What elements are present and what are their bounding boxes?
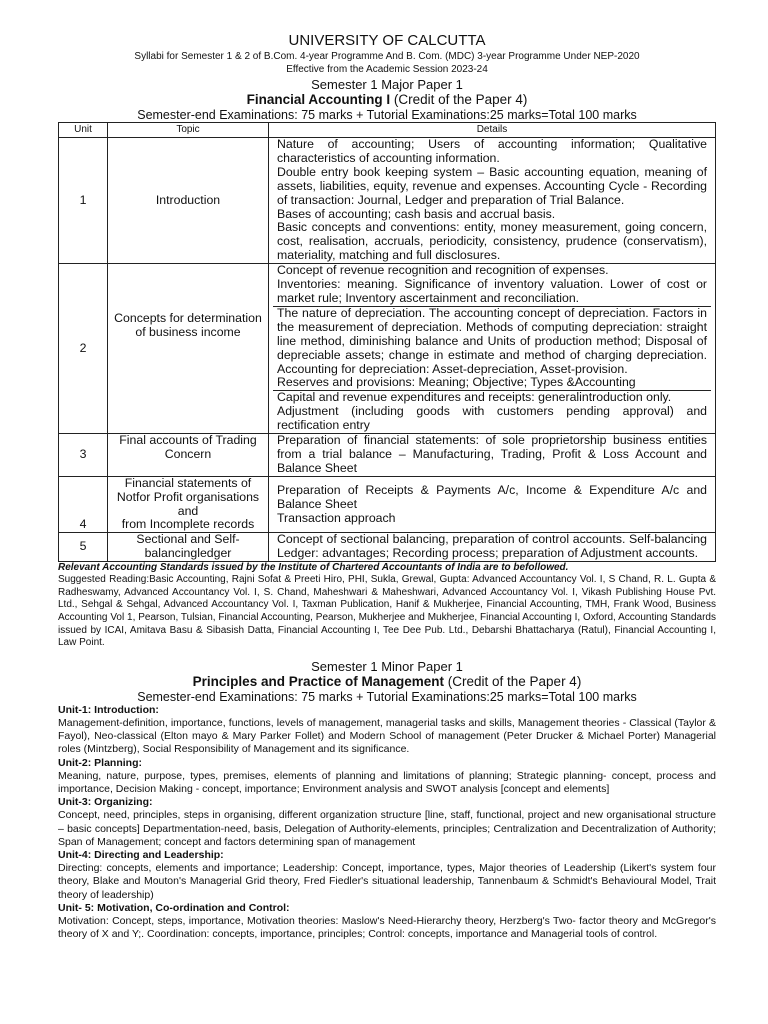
unit-heading: Unit-2: Planning: xyxy=(58,756,142,769)
details-line: Preparation of Receipts & Payments A/c, Income & Expenditure A/c and Balance Sheet xyxy=(277,482,707,511)
table-header-row xyxy=(59,123,716,138)
unit-number: 4 xyxy=(59,476,108,533)
details-line: Double entry book keeping system – Basic accounting equation, meaning of assets, liabilities, equity, revenue and expenses. Accounting Cycle - Recording of transaction: Journal, Ledger and preparation of Trial Balance. xyxy=(277,164,707,207)
details-line: The nature of depreciation. The accounting concept of depreciation. Factors in the measurement of depreciation. Methods of computing depreciation: straight line method, diminishing balance and Units of production method; Disposal of depreciable assets; change in estimate and method of charging depreciation. Accounting for depreciation: Asset-depreciation, Asset-provision. xyxy=(277,305,707,376)
details-block xyxy=(273,390,711,433)
details-line: Basic concepts and conventions: entity, money measurement, going concern, cost, realisation, accruals, periodicity, consistency, prudence (conservatism), materiality, matching and full disclosures. xyxy=(277,220,707,263)
details-line: Preparation of financial statements: of sole proprietorship business entities from a trial balance – Manufacturing, Trading, Profit & Loss Account and Balance Sheet xyxy=(277,433,707,475)
unit-number: 2 xyxy=(59,264,108,434)
topic-line: and xyxy=(177,503,199,518)
syllabus-line: Syllabi for Semester 1 & 2 of B.Com. 4-year Programme And B. Com. (MDC) 3-year Programme Under NEP-2020 xyxy=(134,51,640,62)
unit-details xyxy=(269,264,716,434)
major-paper-title-bold: Financial Accounting I xyxy=(246,92,391,107)
details-line: Bases of accounting; cash basis and accrual basis. xyxy=(277,206,556,221)
col-unit-header: Unit xyxy=(59,123,108,138)
minor-exam-line: Semester-end Examinations: 75 marks + Tutorial Examinations:25 marks=Total 100 marks xyxy=(137,689,637,704)
unit-topic: Introduction xyxy=(108,138,269,264)
unit-text: Concept, need, principles, steps in organising, different organization structure [line, staff, functional, project and new organisational structure – basic concepts] Departmentation-need, basis, Delegation of Authority-elements, principles; Centralization and Decentralization of Authority; Span of Management; concept and factors determining span of management xyxy=(58,809,716,848)
minor-semester-heading: Semester 1 Minor Paper 1 xyxy=(311,658,463,674)
topic-line: Sectional and Self- xyxy=(136,532,240,547)
unit-heading: Unit- 5: Motivation, Co-ordination and Control: xyxy=(58,901,290,914)
details-block xyxy=(273,533,711,561)
topic-line: Financial statements of xyxy=(124,475,252,490)
unit-topic xyxy=(108,476,269,533)
major-exam-line: Semester-end Examinations: 75 marks + Tutorial Examinations:25 marks=Total 100 marks xyxy=(137,108,637,122)
unit-details xyxy=(269,533,716,562)
details-block xyxy=(273,264,711,306)
col-topic-header: Topic xyxy=(108,123,269,138)
unit-text: Directing: concepts, elements and importance; Leadership: Concept, importance, types, Major theories of Leadership (Likert's system four theory, Blake and Mouton's Managerial Grid theory, Fred Fiedler's situational leadership, Tannenbaum & Schmidt's Behavioural Model, Trait theory of leadership) xyxy=(58,862,716,901)
details-line: Concept of sectional balancing, preparation of control accounts. Self-balancing Ledger: advantages; Recording process; preparation of Adjustment accounts. xyxy=(277,532,707,561)
unit-topic xyxy=(108,533,269,562)
topic-line: from Incomplete records xyxy=(121,517,255,532)
unit-topic: Concepts for determination of business income xyxy=(108,264,269,434)
col-details-header: Details xyxy=(269,123,716,138)
suggested-reading: Suggested Reading:Basic Accounting, Rajni Sofat & Preeti Hiro, PHI, Sukla, Grewal, Gupta: Advanced Accountancy Vol. I, S Chand, R. L. Gupta & Radheswamy, Advanced Accountancy Vol. I, S. Chand, Maheshwari & Maheshwari, Advanced Accountancy Vol. I, Vikash Publishing House Pvt. Ltd., Sehgal & Sehgal, Advanced Accountancy Vol. I, Taxman Publication, Hanif & Mukherjee, Financial Accounting, TMH, Frank Wood, Business Accounting Vol 1, Pearson, Tulsian, Financial Accounting, Pearson, Mukherjee and Mukherjee, Financial Accounting I, Oxford, Accounting Standards issued by ICAI, Amitava Basu & Sibasish Datta, Financial Accounting I, Tee Dee Pub. Ltd., Debarshi Bhattacharya (Ratul), Financial Accounting I, Law Point. xyxy=(58,574,716,649)
unit-text: Meaning, nature, purpose, types, premises, elements of planning and limitations of planning; Strategic planning- concept, process and importance, Decision Making - concept, importance; Environment analysis and SWOT analysis [concept and elements] xyxy=(58,769,716,795)
details-line: Nature of accounting; Users of accounting information; Qualitative characteristics of accounting information. xyxy=(277,137,707,165)
accounting-standards-note: Relevant Accounting Standards issued by the Institute of Chartered Accountants of India are to befollowed. xyxy=(58,562,569,574)
unit-text: Management-definition, importance, functions, levels of management, managerial tasks and skills, Management theories - Classical (Taylor & Fayol), Neo-classical (Elton mayo & Mary Parker Follet) and Modern School of management (Peter Drucker & Michael Porter) Managerial roles (Mintzberg), Social Responsibility of Management and its significance. xyxy=(58,716,716,756)
details-block xyxy=(273,138,711,263)
details-block xyxy=(273,306,711,390)
minor-paper-title-bold: Principles and Practice of Management xyxy=(192,673,444,689)
details-line: Adjustment (including goods with customers pending approval) and rectification entry xyxy=(277,404,707,433)
unit-text: Motivation: Concept, steps, importance, Motivation theories: Maslow's Need-Hierarchy theory, Herzberg's Two- factor theory and McGregor's theory of X and Y;. Coordination: concepts, importance, principles; Control: concepts, importance and Managerial tools of control. xyxy=(58,915,716,941)
details-block xyxy=(273,434,711,476)
management-units xyxy=(58,704,716,942)
unit-topic: Final accounts of Trading Concern xyxy=(108,434,269,477)
details-line: Inventories: meaning. Significance of inventory valuation. Lower of cost or market rule; Inventory ascertainment and reconciliation. xyxy=(277,277,707,305)
unit-number: 1 xyxy=(59,138,108,264)
minor-paper-title xyxy=(58,674,716,690)
table-row xyxy=(59,264,716,434)
table-row xyxy=(59,533,716,562)
table-row xyxy=(59,476,716,533)
minor-paper-credit: (Credit of the Paper 4) xyxy=(444,673,582,689)
unit-heading: Unit-3: Organizing: xyxy=(58,796,153,809)
major-semester-heading: Semester 1 Major Paper 1 xyxy=(311,77,463,92)
unit-details xyxy=(269,434,716,477)
unit-heading: Unit-4: Directing and Leadership: xyxy=(58,848,224,861)
major-paper-credit: (Credit of the Paper 4) xyxy=(390,92,528,107)
details-line: Reserves and provisions: Meaning; Objective; Types &Accounting xyxy=(277,375,636,390)
major-paper-title xyxy=(58,92,716,108)
details-block xyxy=(273,484,711,526)
topic-line: balancingledger xyxy=(144,546,232,561)
university-title: UNIVERSITY OF CALCUTTA xyxy=(288,32,486,49)
details-line: Concept of revenue recognition and recognition of expenses. xyxy=(277,263,609,278)
unit-number: 3 xyxy=(59,434,108,477)
unit-details xyxy=(269,476,716,533)
table-row xyxy=(59,434,716,477)
details-line: Transaction approach xyxy=(277,510,396,525)
unit-details xyxy=(269,138,716,264)
details-line: Capital and revenue expenditures and receipts: generalintroduction only. xyxy=(277,390,672,405)
table-row xyxy=(59,138,716,264)
syllabus-table xyxy=(58,122,716,562)
topic-line: Notfor Profit organisations xyxy=(116,489,260,504)
unit-heading: Unit-1: Introduction: xyxy=(58,703,159,716)
effective-line: Effective from the Academic Session 2023-24 xyxy=(286,64,488,75)
unit-number: 5 xyxy=(59,533,108,562)
